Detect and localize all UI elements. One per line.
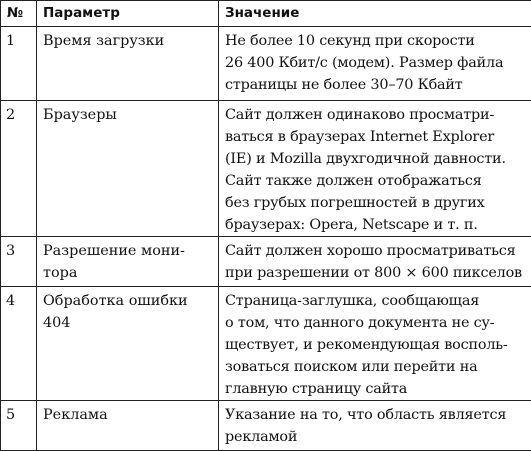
value-line: Указание на то, что область является <box>225 404 527 426</box>
row-number: 4 <box>1 287 37 401</box>
header-number: № <box>1 1 37 27</box>
value-line: браузерах: Opera, Netscape и т. п. <box>225 214 527 236</box>
row-value <box>219 101 531 237</box>
value-line: (IE) и Mozilla двухгодичной давности. <box>225 148 527 170</box>
row-value <box>219 401 531 451</box>
row-parameter <box>37 401 219 451</box>
value-line: страницы не более 30–70 Кбайт <box>225 74 527 96</box>
row-parameter <box>37 27 219 101</box>
table-row <box>1 101 531 237</box>
header-value: Значение <box>219 1 531 27</box>
parameter-line: Реклама <box>43 404 214 426</box>
header-row <box>1 1 531 27</box>
row-number: 2 <box>1 101 37 237</box>
row-number: 1 <box>1 27 37 101</box>
parameter-line: 404 <box>43 312 214 334</box>
row-value <box>219 287 531 401</box>
row-number: 5 <box>1 401 37 451</box>
value-line: главную страницу сайта <box>225 378 527 400</box>
value-line: Сайт должен одинаково просматри- <box>225 104 527 126</box>
value-line: о том, что данного документа не су- <box>225 312 527 334</box>
header-parameter: Параметр <box>37 1 219 27</box>
table-row <box>1 401 531 451</box>
value-line: 26 400 Кбит/с (модем). Размер файла <box>225 52 527 74</box>
value-line: Сайт должен хорошо просматриваться <box>225 240 527 262</box>
row-number: 3 <box>1 237 37 287</box>
value-line: Страница-заглушка, сообщающая <box>225 290 527 312</box>
row-value <box>219 237 531 287</box>
table-row <box>1 237 531 287</box>
parameter-line: Обработка ошибки <box>43 290 214 312</box>
value-line: Не более 10 секунд при скорости <box>225 30 527 52</box>
row-parameter <box>37 287 219 401</box>
parameter-line: Разрешение мони- <box>43 240 214 262</box>
value-line: ваться в браузерах Internet Explorer <box>225 126 527 148</box>
value-line: рекламой <box>225 426 527 448</box>
table-row <box>1 27 531 101</box>
row-parameter <box>37 237 219 287</box>
parameter-line: Время загрузки <box>43 30 214 52</box>
table-row <box>1 287 531 401</box>
value-line: зоваться поиском или перейти на <box>225 356 527 378</box>
parameter-line: Браузеры <box>43 104 214 126</box>
value-line: ществует, и рекомендующая восполь- <box>225 334 527 356</box>
value-line: при разрешении от 800 × 600 пикселов <box>225 262 527 284</box>
value-line: Сайт также должен отображаться <box>225 170 527 192</box>
row-value <box>219 27 531 101</box>
parameter-line: тора <box>43 262 214 284</box>
value-line: без грубых погрешностей в других <box>225 192 527 214</box>
row-parameter <box>37 101 219 237</box>
